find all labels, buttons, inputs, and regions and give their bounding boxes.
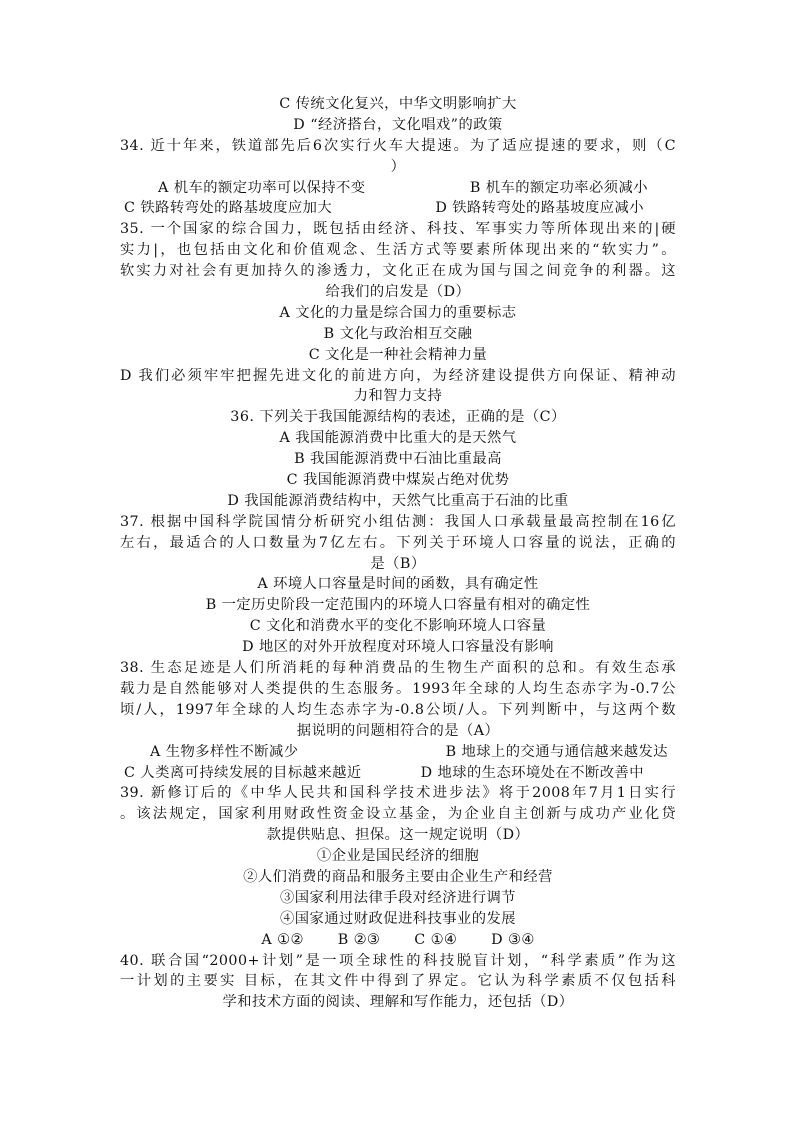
text-line: B 一定历史阶段一定范围内的环境人口容量有相对的确定性 [205,597,591,614]
answer-choice: B ②③ [337,931,381,948]
text-line: ） [390,158,406,175]
option-text: B 地球上的交通与通信越来越发达 [445,743,668,760]
text-line: 学和技术方面的阅读、理解和写作能力，还包括（D） [222,994,574,1011]
text-line: D 地区的对外开放程度对环境人口容量没有影响 [242,639,554,656]
option-text: D 地球的生态环境处在不断改善中 [420,764,644,781]
text-line: 实力|，也包括由文化和价值观念、生活方式等要素所体现出来的“软实力”。 [120,242,676,259]
text-line: A 环境人口容量是时间的函数，具有确定性 [257,576,539,593]
text-line: 顷/人，1997年全球的人均生态赤字为-0.8公顷/人。下列判断中，与这两个数 [120,701,676,718]
text-line: ③国家利用法律手段对经济进行调节 [280,889,516,906]
text-line: 力和智力支持 [353,388,443,405]
option-row [120,742,676,763]
text-line: 39. 新修订后的《中华人民共和国科学技术进步法》将于2008年7月1日实行 [120,785,676,802]
text-line: C 文化和消费水平的变化不影响环境人口容量 [249,618,547,635]
text-line: 37. 根据中国科学院国情分析研究小组估测：我国人口承载量最高控制在16亿 [120,513,676,530]
option-text: B 机车的额定功率必须减小 [469,179,648,196]
text-line: D 我国能源消费结构中，天然气比重高于石油的比重 [227,492,569,509]
text-line: 软实力对社会有更加持久的渗透力，文化正在成为国与国之间竞争的利器。这 [120,263,676,280]
answer-choices-row [120,930,676,951]
text-line: 据说明的问题相符合的是（A） [296,722,500,739]
text-line: D “经济搭台，文化唱戏”的政策 [293,116,503,133]
document-page [120,94,676,1013]
option-text: D 铁路转弯处的路基坡度应减小 [435,200,644,217]
text-line: ①企业是国民经济的细胞 [316,848,480,865]
text-line: C 我国能源消费中煤炭占绝对优势 [286,472,510,489]
text-line: 左右，最适合的人口数量为7亿左右。下列关于环境人口容量的说法，正确的 [120,534,676,551]
text-line: 36. 下列关于我国能源结构的表述，正确的是（C） [230,409,566,426]
text-line: 40. 联合国“2000+计划”是一项全球性的科技脱盲计划，“科学素质”作为这 [120,952,676,969]
text-line: 38. 生态足迹是人们所消耗的每种消费品的生物生产面积的总和。有效生态承 [120,660,676,677]
text-line: 给我们的启发是（D） [325,284,471,301]
option-row [120,178,676,199]
text-line: 一计划的主要实 目标，在其文件中得到了界定。它认为科学素质不仅包括科 [120,973,676,990]
text-line: 34. 近十年来，铁道部先后6次实行火车大提速。为了适应提速的要求，则（C [120,137,676,154]
text-line: ④国家通过财政促进科技事业的发展 [280,910,516,927]
option-row [120,198,676,219]
answer-choice: A ①② [261,931,304,948]
text-line: B 我国能源消费中石油比重最高 [294,451,502,468]
text-line: D 我们必须牢牢把握先进文化的前进方向，为经济建设提供方向保证、精神动 [120,367,676,384]
text-line: 载力是自然能够对人类提供的生态服务。1993年全球的人均生态赤字为-0.7公 [120,680,676,697]
text-line: 。该法规定，国家利用财政性资金设立基金，为企业自主创新与成功产业化贷 [120,806,676,823]
option-text: C 铁路转弯处的路基坡度应加大 [124,200,333,217]
option-text: C 人类离可持续发展的目标越来越近 [124,764,362,781]
option-text: A 机车的额定功率可以保持不变 [158,179,366,196]
option-row [120,763,676,784]
answer-choice: D ③④ [491,931,535,948]
text-line: A 我国能源消费中比重大的是天然气 [279,430,517,447]
text-line: B 文化与政治相互交融 [323,325,473,342]
text-line: A 文化的力量是综合国力的重要标志 [279,304,517,321]
option-text: A 生物多样性不断减少 [150,743,299,760]
text-line: 35. 一个国家的综合国力，既包括由经济、科技、军事实力等所体现出来的|硬 [120,221,676,238]
text-line: 款提供贴息、担保。这一规定说明（D） [266,827,530,844]
text-line: C 文化是一种社会精神力量 [308,346,488,363]
text-line: 是（B） [370,555,426,572]
text-line: C 传统文化复兴，中华文明影响扩大 [279,96,517,112]
answer-choice: C ①④ [414,931,458,948]
text-line: ②人们消费的商品和服务主要由企业生产和经营 [243,868,553,885]
